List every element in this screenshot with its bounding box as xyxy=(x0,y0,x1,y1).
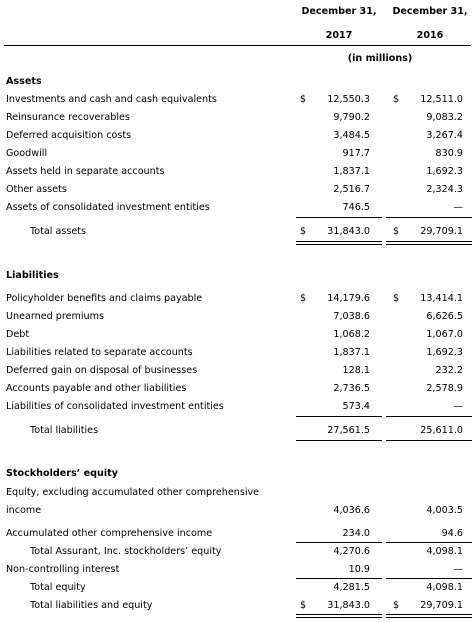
dollar-sign: $ xyxy=(300,293,307,304)
assets-row-value-2016: 12,511.0 xyxy=(420,94,463,105)
liabilities-row-label: Debt xyxy=(6,329,30,340)
dollar-sign: $ xyxy=(393,293,400,304)
total-liabilities-equity-value-2016: 29,709.1 xyxy=(420,600,463,611)
total-assets-label: Total assets xyxy=(30,226,86,237)
total-assets-value-2016: 29,709.1 xyxy=(420,226,463,237)
subtotal-rule xyxy=(386,542,472,543)
total-liabilities-label: Total liabilities xyxy=(30,425,99,436)
col1-header-year: 2017 xyxy=(325,30,353,41)
total-double-rule xyxy=(386,614,472,618)
liabilities-row-value-2016: 6,626.5 xyxy=(426,311,463,322)
liabilities-row-value-2017: 7,038.6 xyxy=(333,311,370,322)
total-double-rule xyxy=(386,241,472,245)
col2-header-year: 2016 xyxy=(416,30,444,41)
liabilities-row-label: Deferred gain on disposal of businesses xyxy=(6,365,198,376)
subtotal-rule xyxy=(386,440,472,441)
assets-row-value-2017: 2,516.7 xyxy=(333,184,370,195)
subtotal-rule xyxy=(386,578,472,579)
aoci-label: Accumulated other comprehensive income xyxy=(6,528,213,539)
nci-value-2016: — xyxy=(453,564,463,575)
assets-row-value-2017: 917.7 xyxy=(342,148,370,159)
total-liabilities-value-2017: 27,561.5 xyxy=(327,425,370,436)
header-rule xyxy=(4,45,471,46)
dollar-sign: $ xyxy=(393,94,400,105)
total-assurant-equity-value-2017: 4,270.6 xyxy=(333,546,370,557)
dollar-sign: $ xyxy=(393,226,400,237)
assets-row-value-2017: 12,550.3 xyxy=(327,94,370,105)
liabilities-row-label: Unearned premiums xyxy=(6,311,104,322)
total-equity-value-2016: 4,098.1 xyxy=(426,582,463,593)
total-double-rule xyxy=(296,241,382,245)
dollar-sign: $ xyxy=(300,600,307,611)
total-assurant-equity-value-2016: 4,098.1 xyxy=(426,546,463,557)
liabilities-row-value-2017: 128.1 xyxy=(342,365,370,376)
aoci-value-2016: 94.6 xyxy=(441,528,463,539)
units-label: (in millions) xyxy=(347,53,413,64)
col1-header-date: December 31, xyxy=(301,6,377,17)
liabilities-row-value-2016: 2,578.9 xyxy=(426,383,463,394)
total-equity-label: Total equity xyxy=(30,582,86,593)
subtotal-rule xyxy=(296,440,382,441)
liabilities-row-label: Liabilities related to separate accounts xyxy=(6,347,193,358)
liabilities-row-value-2016: 1,067.0 xyxy=(426,329,463,340)
liabilities-row-label: Policyholder benefits and claims payable xyxy=(6,293,203,304)
total-assurant-equity-label: Total Assurant, Inc. stockholders’ equity xyxy=(30,546,222,557)
total-liabilities-value-2016: 25,611.0 xyxy=(420,425,463,436)
assets-row-label: Goodwill xyxy=(6,148,48,159)
subtotal-rule xyxy=(386,217,472,218)
aoci-value-2017: 234.0 xyxy=(342,528,370,539)
assets-row-value-2016: 830.9 xyxy=(435,148,463,159)
assets-row-label: Assets held in separate accounts xyxy=(6,166,165,177)
equity-excl-aoci-value-2016: 4,003.5 xyxy=(426,505,463,516)
total-liabilities-equity-value-2017: 31,843.0 xyxy=(327,600,370,611)
liabilities-row-value-2017: 1,837.1 xyxy=(333,347,370,358)
liabilities-row-label: Accounts payable and other liabilities xyxy=(6,383,187,394)
liabilities-row-value-2017: 1,068.2 xyxy=(333,329,370,340)
assets-row-value-2016: 3,267.4 xyxy=(426,130,463,141)
total-equity-value-2017: 4,281.5 xyxy=(333,582,370,593)
liabilities-row-label: Liabilities of consolidated investment entities xyxy=(6,401,224,412)
liabilities-row-value-2016: 13,414.1 xyxy=(420,293,463,304)
subtotal-rule xyxy=(296,542,382,543)
col2-header-date: December 31, xyxy=(392,6,468,17)
assets-row-label: Assets of consolidated investment entities xyxy=(6,202,210,213)
liabilities-row-value-2016: 232.2 xyxy=(435,365,463,376)
assets-row-value-2017: 746.5 xyxy=(342,202,370,213)
subtotal-rule xyxy=(296,416,382,417)
equity-excl-aoci-label-line2: income xyxy=(6,505,42,516)
total-assets-value-2017: 31,843.0 xyxy=(327,226,370,237)
subtotal-rule xyxy=(386,416,472,417)
dollar-sign: $ xyxy=(300,94,307,105)
assets-row-value-2016: — xyxy=(453,202,463,213)
nci-value-2017: 10.9 xyxy=(348,564,370,575)
assets-row-label: Other assets xyxy=(6,184,67,195)
dollar-sign: $ xyxy=(393,600,400,611)
liabilities-row-value-2016: — xyxy=(453,401,463,412)
assets-row-value-2016: 2,324.3 xyxy=(426,184,463,195)
assets-row-value-2017: 3,484.5 xyxy=(333,130,370,141)
assets-section-title: Assets xyxy=(6,76,42,87)
assets-row-value-2017: 9,790.2 xyxy=(333,112,370,123)
subtotal-rule xyxy=(296,578,382,579)
liabilities-row-value-2017: 573.4 xyxy=(342,401,370,412)
equity-excl-aoci-label-line1: Equity, excluding accumulated other comprehensive xyxy=(6,487,260,498)
equity-excl-aoci-value-2017: 4,036.6 xyxy=(333,505,370,516)
assets-row-label: Investments and cash and cash equivalents xyxy=(6,94,217,105)
liabilities-row-value-2016: 1,692.3 xyxy=(426,347,463,358)
assets-row-value-2017: 1,837.1 xyxy=(333,166,370,177)
assets-row-value-2016: 1,692.3 xyxy=(426,166,463,177)
total-liabilities-equity-label: Total liabilities and equity xyxy=(30,600,153,611)
dollar-sign: $ xyxy=(300,226,307,237)
liabilities-section-title: Liabilities xyxy=(6,270,59,281)
subtotal-rule xyxy=(296,217,382,218)
liabilities-row-value-2017: 14,179.6 xyxy=(327,293,370,304)
assets-row-value-2016: 9,083.2 xyxy=(426,112,463,123)
liabilities-row-value-2017: 2,736.5 xyxy=(333,383,370,394)
assets-row-label: Reinsurance recoverables xyxy=(6,112,130,123)
total-double-rule xyxy=(296,614,382,618)
nci-label: Non-controlling interest xyxy=(6,564,120,575)
equity-section-title: Stockholders’ equity xyxy=(6,468,118,479)
assets-row-label: Deferred acquisition costs xyxy=(6,130,132,141)
